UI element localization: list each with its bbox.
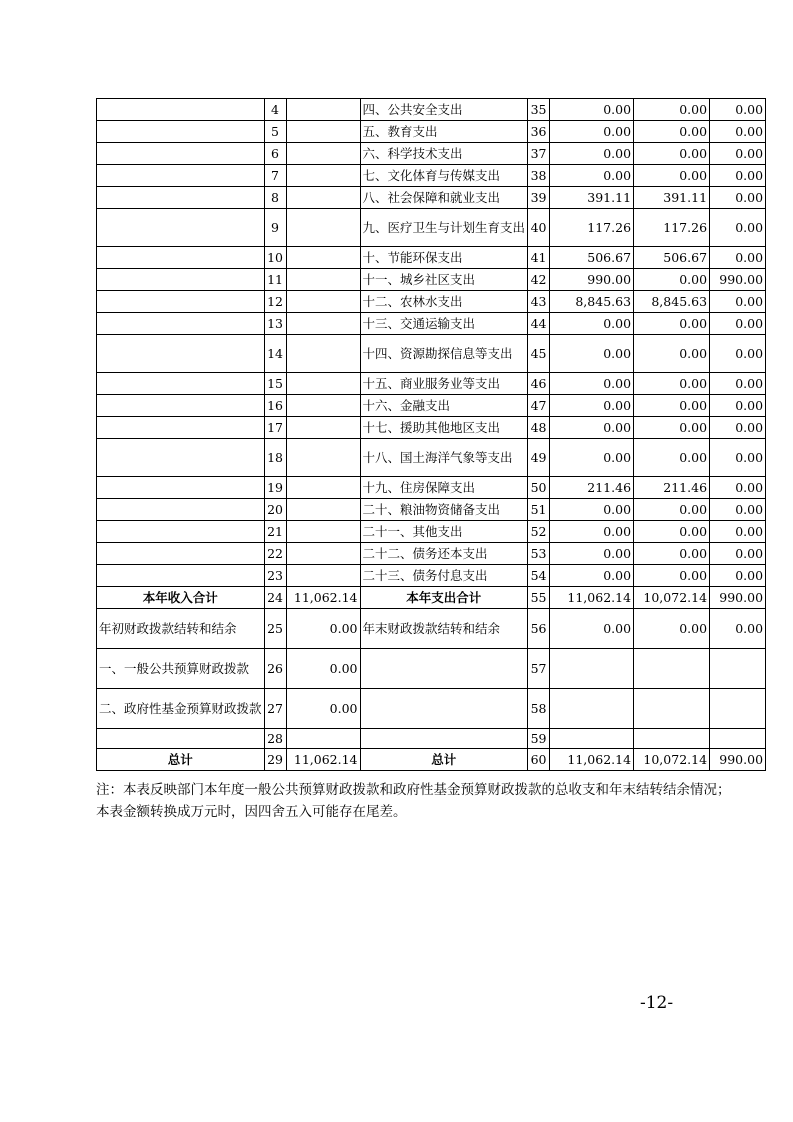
expense-total: 0.00 — [550, 499, 634, 521]
income-amount-cell — [286, 395, 360, 417]
general-budget-amount: 0.00 — [634, 395, 710, 417]
general-budget-amount: 506.67 — [634, 247, 710, 269]
gov-fund-amount: 0.00 — [710, 187, 766, 209]
table-row — [97, 521, 766, 543]
expense-total: 506.67 — [550, 247, 634, 269]
gov-fund-amount: 0.00 — [710, 247, 766, 269]
income-amount-cell — [286, 165, 360, 187]
income-amount-cell — [286, 499, 360, 521]
general-budget-amount: 0.00 — [634, 165, 710, 187]
expense-total: 0.00 — [550, 143, 634, 165]
expense-total: 0.00 — [550, 373, 634, 395]
expense-item-label: 四、公共安全支出 — [360, 99, 528, 121]
income-amount-cell — [286, 313, 360, 335]
income-row-number: 9 — [264, 209, 286, 247]
income-item-cell — [97, 499, 265, 521]
carry-row-general-budget — [634, 689, 710, 729]
fiscal-appropriation-table — [96, 98, 766, 771]
income-row-number: 7 — [264, 165, 286, 187]
income-amount-cell — [286, 521, 360, 543]
general-budget-amount: 117.26 — [634, 209, 710, 247]
expense-item-label: 十二、农林水支出 — [360, 291, 528, 313]
general-budget-amount: 0.00 — [634, 521, 710, 543]
carry-row-expense-label: 年末财政拨款结转和结余 — [360, 609, 528, 649]
gov-fund-amount: 0.00 — [710, 439, 766, 477]
income-amount-cell — [286, 247, 360, 269]
gov-fund-amount: 0.00 — [710, 543, 766, 565]
income-row-number: 18 — [264, 439, 286, 477]
income-row-number: 10 — [264, 247, 286, 269]
expense-total: 0.00 — [550, 313, 634, 335]
table-row — [97, 439, 766, 477]
general-budget-amount: 0.00 — [634, 143, 710, 165]
income-row-number: 19 — [264, 477, 286, 499]
expense-row-number: 52 — [528, 521, 550, 543]
gov-fund-amount: 0.00 — [710, 209, 766, 247]
table-row — [97, 165, 766, 187]
carry-row-expense-total — [550, 729, 634, 749]
carry-row-income-value: 0.00 — [286, 609, 360, 649]
income-item-cell — [97, 165, 265, 187]
table-row — [97, 649, 766, 689]
carry-row-expense-label — [360, 649, 528, 689]
grand-total-income-value: 11,062.14 — [286, 749, 360, 771]
income-amount-cell — [286, 439, 360, 477]
expense-item-label: 十六、金融支出 — [360, 395, 528, 417]
general-budget-amount: 391.11 — [634, 187, 710, 209]
expense-item-label: 十四、资源勘探信息等支出 — [360, 335, 528, 373]
carry-row-income-number: 25 — [264, 609, 286, 649]
carry-row-expense-total: 0.00 — [550, 609, 634, 649]
carry-row-income-number: 27 — [264, 689, 286, 729]
carry-row-gov-fund — [710, 649, 766, 689]
gov-fund-amount: 0.00 — [710, 121, 766, 143]
carry-row-income-label: 一、一般公共预算财政拨款 — [97, 649, 265, 689]
gov-fund-amount: 0.00 — [710, 417, 766, 439]
annual-total-income-label: 本年收入合计 — [97, 587, 265, 609]
expense-row-number: 36 — [528, 121, 550, 143]
table-row — [97, 477, 766, 499]
income-row-number: 17 — [264, 417, 286, 439]
general-budget-amount: 0.00 — [634, 439, 710, 477]
expense-item-label: 十九、住房保障支出 — [360, 477, 528, 499]
carry-row-general-budget — [634, 729, 710, 749]
income-row-number: 4 — [264, 99, 286, 121]
expense-row-number: 50 — [528, 477, 550, 499]
income-row-number: 8 — [264, 187, 286, 209]
expense-item-label: 十三、交通运输支出 — [360, 313, 528, 335]
gov-fund-amount: 0.00 — [710, 477, 766, 499]
annual-total-gov-fund: 990.00 — [710, 587, 766, 609]
income-item-cell — [97, 187, 265, 209]
expense-item-label: 十七、援助其他地区支出 — [360, 417, 528, 439]
income-amount-cell — [286, 543, 360, 565]
table-row — [97, 587, 766, 609]
table-row — [97, 373, 766, 395]
carry-row-expense-number: 59 — [528, 729, 550, 749]
carry-row-expense-number: 57 — [528, 649, 550, 689]
expense-total: 0.00 — [550, 439, 634, 477]
income-item-cell — [97, 335, 265, 373]
income-item-cell — [97, 121, 265, 143]
carry-row-income-value — [286, 729, 360, 749]
income-item-cell — [97, 477, 265, 499]
gov-fund-amount: 0.00 — [710, 335, 766, 373]
income-item-cell — [97, 269, 265, 291]
income-item-cell — [97, 291, 265, 313]
table-row — [97, 565, 766, 587]
income-row-number: 20 — [264, 499, 286, 521]
expense-item-label: 八、社会保障和就业支出 — [360, 187, 528, 209]
gov-fund-amount: 0.00 — [710, 165, 766, 187]
expense-row-number: 42 — [528, 269, 550, 291]
expense-total: 0.00 — [550, 121, 634, 143]
income-amount-cell — [286, 99, 360, 121]
carry-row-expense-number: 58 — [528, 689, 550, 729]
income-item-cell — [97, 521, 265, 543]
grand-total-income-number: 29 — [264, 749, 286, 771]
table-row — [97, 395, 766, 417]
grand-total-gov-fund: 990.00 — [710, 749, 766, 771]
general-budget-amount: 0.00 — [634, 99, 710, 121]
carry-row-expense-number: 56 — [528, 609, 550, 649]
expense-row-number: 51 — [528, 499, 550, 521]
expense-row-number: 35 — [528, 99, 550, 121]
expense-item-label: 五、教育支出 — [360, 121, 528, 143]
expense-item-label: 二十、粮油物资储备支出 — [360, 499, 528, 521]
table-row — [97, 729, 766, 749]
annual-total-income-value: 11,062.14 — [286, 587, 360, 609]
income-row-number: 5 — [264, 121, 286, 143]
expense-row-number: 54 — [528, 565, 550, 587]
income-row-number: 12 — [264, 291, 286, 313]
income-amount-cell — [286, 335, 360, 373]
annual-total-income-number: 24 — [264, 587, 286, 609]
income-amount-cell — [286, 209, 360, 247]
carry-row-gov-fund: 0.00 — [710, 609, 766, 649]
income-amount-cell — [286, 477, 360, 499]
gov-fund-amount: 0.00 — [710, 313, 766, 335]
expense-row-number: 40 — [528, 209, 550, 247]
carry-row-income-label: 二、政府性基金预算财政拨款 — [97, 689, 265, 729]
income-amount-cell — [286, 291, 360, 313]
income-row-number: 14 — [264, 335, 286, 373]
carry-row-income-label: 年初财政拨款结转和结余 — [97, 609, 265, 649]
gov-fund-amount: 0.00 — [710, 499, 766, 521]
general-budget-amount: 0.00 — [634, 499, 710, 521]
income-item-cell — [97, 247, 265, 269]
income-row-number: 16 — [264, 395, 286, 417]
income-row-number: 23 — [264, 565, 286, 587]
income-amount-cell — [286, 417, 360, 439]
carry-row-income-value: 0.00 — [286, 649, 360, 689]
carry-row-income-number: 26 — [264, 649, 286, 689]
expense-total: 0.00 — [550, 417, 634, 439]
table-row — [97, 749, 766, 771]
table-footnote: 注：本表反映部门本年度一般公共预算财政拨款和政府性基金预算财政拨款的总收支和年末结转结余情况；本表金额转换成万元时，因四舍五入可能存在尾差。 — [96, 782, 731, 820]
income-item-cell — [97, 373, 265, 395]
expense-item-label: 二十二、债务还本支出 — [360, 543, 528, 565]
table-row — [97, 609, 766, 649]
carry-row-expense-label — [360, 729, 528, 749]
gov-fund-amount: 0.00 — [710, 521, 766, 543]
expense-total: 391.11 — [550, 187, 634, 209]
general-budget-amount: 0.00 — [634, 269, 710, 291]
table-row — [97, 689, 766, 729]
income-amount-cell — [286, 143, 360, 165]
income-item-cell — [97, 543, 265, 565]
expense-total: 0.00 — [550, 335, 634, 373]
income-row-number: 21 — [264, 521, 286, 543]
expense-total: 0.00 — [550, 395, 634, 417]
general-budget-amount: 0.00 — [634, 335, 710, 373]
income-item-cell — [97, 143, 265, 165]
income-item-cell — [97, 439, 265, 477]
expense-item-label: 二十一、其他支出 — [360, 521, 528, 543]
gov-fund-amount: 0.00 — [710, 143, 766, 165]
expense-item-label: 十八、国土海洋气象等支出 — [360, 439, 528, 477]
expense-row-number: 47 — [528, 395, 550, 417]
expense-row-number: 48 — [528, 417, 550, 439]
expense-total: 0.00 — [550, 521, 634, 543]
table-row — [97, 313, 766, 335]
income-item-cell — [97, 313, 265, 335]
expense-item-label: 十一、城乡社区支出 — [360, 269, 528, 291]
expense-row-number: 39 — [528, 187, 550, 209]
expense-row-number: 37 — [528, 143, 550, 165]
income-item-cell — [97, 395, 265, 417]
expense-total: 8,845.63 — [550, 291, 634, 313]
table-row — [97, 99, 766, 121]
table-row — [97, 291, 766, 313]
table-row — [97, 209, 766, 247]
income-row-number: 6 — [264, 143, 286, 165]
carry-row-income-label — [97, 729, 265, 749]
grand-total-expense-number: 60 — [528, 749, 550, 771]
expense-total: 0.00 — [550, 543, 634, 565]
carry-row-income-value: 0.00 — [286, 689, 360, 729]
table-row — [97, 335, 766, 373]
general-budget-amount: 0.00 — [634, 565, 710, 587]
income-row-number: 22 — [264, 543, 286, 565]
expense-total: 117.26 — [550, 209, 634, 247]
carry-row-expense-label — [360, 689, 528, 729]
table-row — [97, 269, 766, 291]
income-amount-cell — [286, 187, 360, 209]
income-row-number: 11 — [264, 269, 286, 291]
table-row — [97, 187, 766, 209]
income-amount-cell — [286, 269, 360, 291]
general-budget-amount: 0.00 — [634, 373, 710, 395]
annual-total-expense-label: 本年支出合计 — [360, 587, 528, 609]
expense-row-number: 43 — [528, 291, 550, 313]
page-number: -12- — [640, 993, 674, 1013]
general-budget-amount: 0.00 — [634, 543, 710, 565]
expense-row-number: 38 — [528, 165, 550, 187]
gov-fund-amount: 0.00 — [710, 291, 766, 313]
income-row-number: 15 — [264, 373, 286, 395]
grand-total-income-label: 总计 — [97, 749, 265, 771]
table-row — [97, 417, 766, 439]
table-body — [97, 99, 766, 771]
carry-row-general-budget: 0.00 — [634, 609, 710, 649]
annual-total-expense-total: 11,062.14 — [550, 587, 634, 609]
table-row — [97, 143, 766, 165]
grand-total-expense-label: 总计 — [360, 749, 528, 771]
gov-fund-amount: 0.00 — [710, 373, 766, 395]
expense-row-number: 53 — [528, 543, 550, 565]
income-item-cell — [97, 565, 265, 587]
expense-row-number: 45 — [528, 335, 550, 373]
income-amount-cell — [286, 373, 360, 395]
income-amount-cell — [286, 565, 360, 587]
grand-total-expense-total: 11,062.14 — [550, 749, 634, 771]
expense-item-label: 九、医疗卫生与计划生育支出 — [360, 209, 528, 247]
general-budget-amount: 0.00 — [634, 313, 710, 335]
expense-item-label: 七、文化体育与传媒支出 — [360, 165, 528, 187]
expense-total: 0.00 — [550, 165, 634, 187]
expense-row-number: 44 — [528, 313, 550, 335]
carry-row-income-number: 28 — [264, 729, 286, 749]
carry-row-general-budget — [634, 649, 710, 689]
expense-total: 211.46 — [550, 477, 634, 499]
income-amount-cell — [286, 121, 360, 143]
general-budget-amount: 8,845.63 — [634, 291, 710, 313]
expense-row-number: 46 — [528, 373, 550, 395]
expense-row-number: 49 — [528, 439, 550, 477]
income-item-cell — [97, 209, 265, 247]
table-row — [97, 543, 766, 565]
expense-item-label: 十、节能环保支出 — [360, 247, 528, 269]
income-item-cell — [97, 99, 265, 121]
carry-row-gov-fund — [710, 729, 766, 749]
expense-item-label: 十五、商业服务业等支出 — [360, 373, 528, 395]
gov-fund-amount: 990.00 — [710, 269, 766, 291]
annual-total-general-budget: 10,072.14 — [634, 587, 710, 609]
expense-total: 0.00 — [550, 565, 634, 587]
expense-total: 990.00 — [550, 269, 634, 291]
expense-total: 0.00 — [550, 99, 634, 121]
table-row — [97, 247, 766, 269]
carry-row-expense-total — [550, 649, 634, 689]
general-budget-amount: 0.00 — [634, 417, 710, 439]
grand-total-general-budget: 10,072.14 — [634, 749, 710, 771]
gov-fund-amount: 0.00 — [710, 99, 766, 121]
annual-total-expense-number: 55 — [528, 587, 550, 609]
expense-item-label: 六、科学技术支出 — [360, 143, 528, 165]
table-row — [97, 121, 766, 143]
gov-fund-amount: 0.00 — [710, 395, 766, 417]
income-item-cell — [97, 417, 265, 439]
carry-row-gov-fund — [710, 689, 766, 729]
gov-fund-amount: 0.00 — [710, 565, 766, 587]
expense-item-label: 二十三、债务付息支出 — [360, 565, 528, 587]
table-row — [97, 499, 766, 521]
general-budget-amount: 211.46 — [634, 477, 710, 499]
expense-row-number: 41 — [528, 247, 550, 269]
general-budget-amount: 0.00 — [634, 121, 710, 143]
carry-row-expense-total — [550, 689, 634, 729]
income-row-number: 13 — [264, 313, 286, 335]
